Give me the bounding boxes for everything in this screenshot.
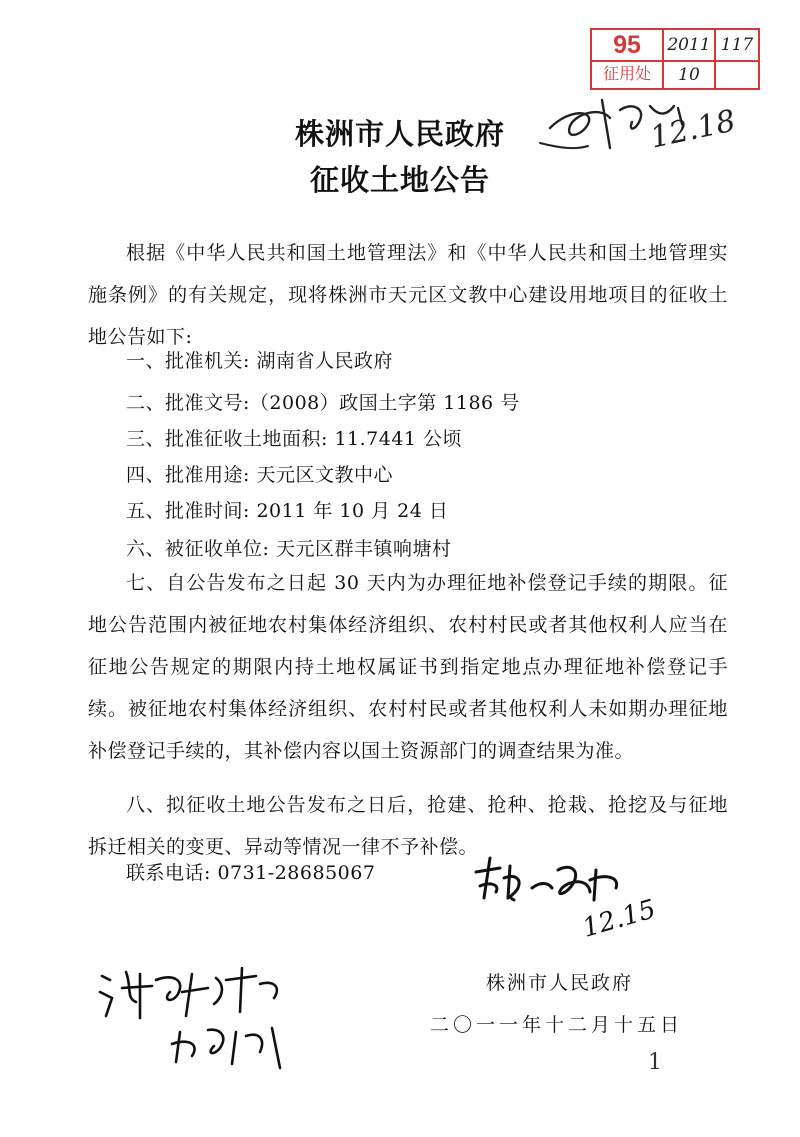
issuer-name: 株洲市人民政府 <box>486 972 634 994</box>
item-approval-number: 二、批准文号:（2008）政国土字第 1186 号 <box>126 392 520 414</box>
stamp-office: 征用处 <box>592 62 664 90</box>
stamp-serial: 117 <box>716 30 758 62</box>
registration-stamp <box>590 28 760 90</box>
item-approval-authority: 一、批准机关: 湖南省人民政府 <box>126 350 393 372</box>
item-approval-date: 五、批准时间: 2011 年 10 月 24 日 <box>126 500 449 522</box>
item-registration-period: 七、自公告发布之日起 30 天内为办理征地补偿登记手续的期限。征地公告范围内被征地农村集体经济组织、农村村民或者其他权利人应当在征地公告规定的期限内持土地权属证书到指定地点办理征地补偿登记手续。被征地农村集体经济组织、农村村民或者其他权利人未如期办理征地补偿登记手续的，其补偿内容以国土资源部门的调查结果为准。 <box>88 572 728 762</box>
item-land-area: 三、批准征收土地面积: 11.7441 公顷 <box>126 428 463 450</box>
page-number: 1 <box>648 1050 662 1075</box>
stamp-number: 95 <box>592 30 664 62</box>
stamp-empty-cell <box>716 62 758 90</box>
item-land-use: 四、批准用途: 天元区文教中心 <box>126 464 393 486</box>
handwritten-instruction-signature <box>96 958 326 1078</box>
document-title-line2: 征收土地公告 <box>309 163 490 197</box>
handwritten-date-top: 12.18 <box>647 103 739 156</box>
contact-phone: 联系电话: 0731-28685067 <box>126 862 376 884</box>
stamp-year: 2011 <box>664 30 716 62</box>
stamp-month: 10 <box>664 62 716 90</box>
document-title-line1: 株洲市人民政府 <box>294 117 505 151</box>
item-expropriated-unit: 六、被征收单位: 天元区群丰镇响塘村 <box>126 538 452 560</box>
handwritten-date-middle: 12.15 <box>579 894 660 944</box>
item-no-compensation: 八、拟征收土地公告发布之日后，抢建、抢种、抢栽、抢挖及与征地拆迁相关的变更、异动等情况一律不予补偿。 <box>88 794 728 858</box>
issue-date: 二〇一一年十二月十五日 <box>430 1014 684 1036</box>
intro-paragraph: 根据《中华人民共和国土地管理法》和《中华人民共和国土地管理实施条例》的有关规定，现将株洲市天元区文教中心建设用地项目的征收土地公告如下: <box>88 242 728 348</box>
